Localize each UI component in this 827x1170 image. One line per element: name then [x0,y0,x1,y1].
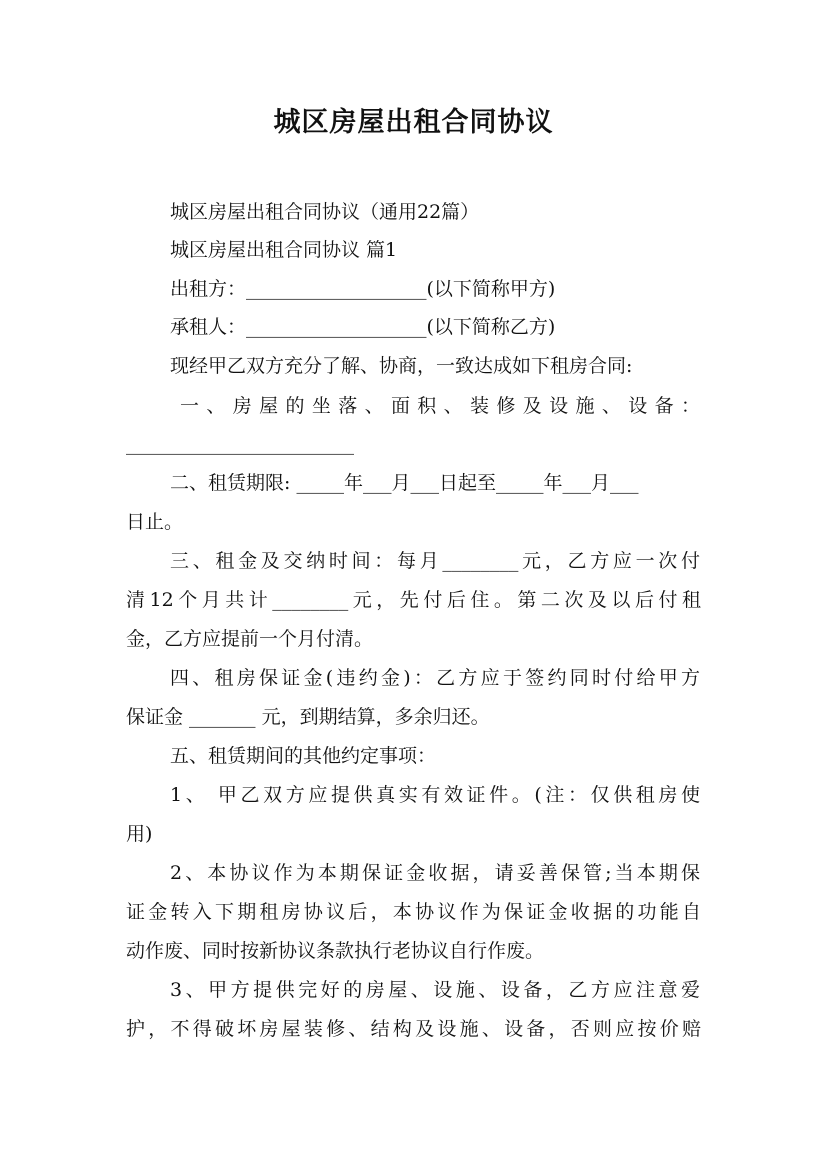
paragraph-line: 护，不得破坏房屋装修、结构及设施、设备，否则应按价赔 [126,1018,701,1040]
paragraph-line: 五、租赁期间的其他约定事项： [170,745,437,767]
paragraph-line: 2、本协议作为本期保证金收据，请妥善保管;当本期保 [170,862,700,884]
paragraph-line: 保证金 _______ 元，到期结算，多余归还。 [126,706,490,728]
paragraph-line: 证金转入下期租房协议后，本协议作为保证金收据的功能自 [126,901,701,923]
paragraph-line: 动作废、同时按新协议条款执行老协议自行作废。 [126,940,545,962]
paragraph-line: 3、甲方提供完好的房屋、设施、设备，乙方应注意爱 [170,979,700,1001]
paragraph-line: 现经甲乙双方充分了解、协商，一致达成如下租房合同: [170,355,633,377]
subtitle-line: 城区房屋出租合同协议（通用22篇） [170,201,480,223]
lessee-line: 承租人：___________________(以下简称乙方) [170,316,556,338]
paragraph-line: 一、房屋的坐落、面积、装修及设施、设备： [180,395,700,417]
section-heading: 城区房屋出租合同协议 篇1 [170,239,398,261]
paragraph-line: 三、租金及交纳时间：每月________元，乙方应一次付 [170,550,700,572]
blank-line: ________________________ [126,433,354,455]
paragraph-line: 金，乙方应提前一个月付清。 [126,628,374,650]
paragraph-line: 日止。 [126,511,184,533]
document-title: 城区房屋出租合同协议 [273,107,554,138]
paragraph-line: 用) [126,823,153,845]
lessor-line: 出租方：___________________(以下简称甲方) [170,278,556,300]
paragraph-line: 清12个月共计________元，先付后住。第二次及以后付租 [126,589,701,611]
paragraph-line: 四、租房保证金(违约金)：乙方应于签约同时付给甲方 [170,667,700,689]
paragraph-line: 1、 甲乙双方应提供真实有效证件。(注：仅供租房使 [170,784,700,806]
paragraph-line: 二、租赁期限: _____年___月___日起至_____年___月___ [170,472,639,494]
